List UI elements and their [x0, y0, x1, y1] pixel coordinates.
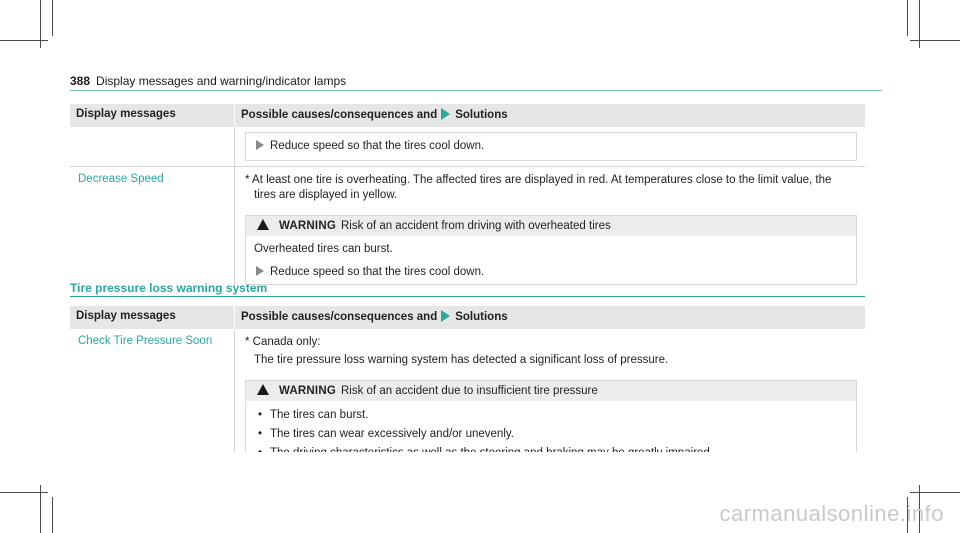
- crop-mark: [910, 40, 960, 41]
- crop-mark: [52, 497, 53, 533]
- solution-arrow-icon: [256, 140, 264, 150]
- page-header-title: Display messages and warning/indicator lamps: [96, 74, 347, 88]
- solution-arrow-icon: [256, 266, 264, 276]
- column-header-causes: [235, 104, 866, 127]
- solution-arrow-icon: [441, 310, 450, 322]
- page-header: [70, 74, 346, 88]
- warning-header: [246, 216, 856, 236]
- crop-mark: [52, 0, 53, 36]
- cause-text-line-1: * At least one tire is overheating. The affected tires are displayed in red. At temperatures close to the limit value, the: [245, 174, 832, 186]
- message-decrease-speed: Decrease Speed: [70, 167, 235, 292]
- warning-body: [246, 236, 856, 284]
- crop-mark: [907, 0, 908, 36]
- cause-cell: [235, 167, 866, 292]
- warning-label: WARNING: [279, 385, 336, 398]
- section-title: Tire pressure loss warning system: [70, 281, 268, 295]
- solution-text: Reduce speed so that the tires cool down.: [270, 266, 485, 279]
- solution-arrow-icon: [441, 108, 450, 120]
- continued-solution-cell: [235, 127, 866, 167]
- warning-body-text: Overheated tires can burst.: [254, 243, 393, 256]
- crop-mark: [0, 40, 48, 41]
- warning-triangle-icon: [257, 384, 269, 395]
- message-check-tire-pressure-soon: Check Tire Pressure Soon: [70, 329, 235, 481]
- empty-message-cell: [70, 127, 235, 167]
- column-header-causes-label: Possible causes/consequences and: [241, 311, 438, 324]
- column-header-solutions-label: Solutions: [455, 109, 508, 122]
- column-header-solutions-label: Solutions: [455, 311, 508, 324]
- page-number: 388: [70, 74, 91, 88]
- section-rule: [70, 296, 865, 297]
- warning-text: Risk of an accident from driving with overheated tires: [340, 220, 611, 233]
- list-item: • The tires can wear excessively and/or unevenly.: [270, 426, 848, 442]
- warning-triangle-icon: [257, 219, 269, 230]
- warning-header: [246, 381, 856, 401]
- warning-text: Risk of an accident due to insufficient tire pressure: [340, 385, 598, 398]
- column-header-messages: Display messages: [70, 104, 235, 127]
- messages-table-1: [70, 104, 865, 291]
- watermark: carmanualsonline.info: [719, 501, 944, 526]
- crop-mark: [0, 492, 48, 493]
- solution-box: [245, 132, 857, 161]
- cause-text-line-2: The tire pressure loss warning system has detected a significant loss of pressure.: [254, 354, 669, 366]
- list-item: • The tires can burst.: [270, 407, 848, 423]
- column-header-causes-label: Possible causes/consequences and: [241, 109, 438, 122]
- column-header-causes: [235, 306, 866, 329]
- warning-label: WARNING: [279, 220, 336, 233]
- cause-text-line-1: * Canada only:: [245, 336, 321, 348]
- cause-text-line-2: tires are displayed in yellow.: [254, 189, 398, 201]
- solution-text: Reduce speed so that the tires cool down.: [270, 140, 485, 152]
- warning-box: [245, 215, 857, 285]
- crop-mark: [910, 492, 960, 493]
- header-rule: [70, 90, 882, 91]
- column-header-messages: Display messages: [70, 306, 235, 329]
